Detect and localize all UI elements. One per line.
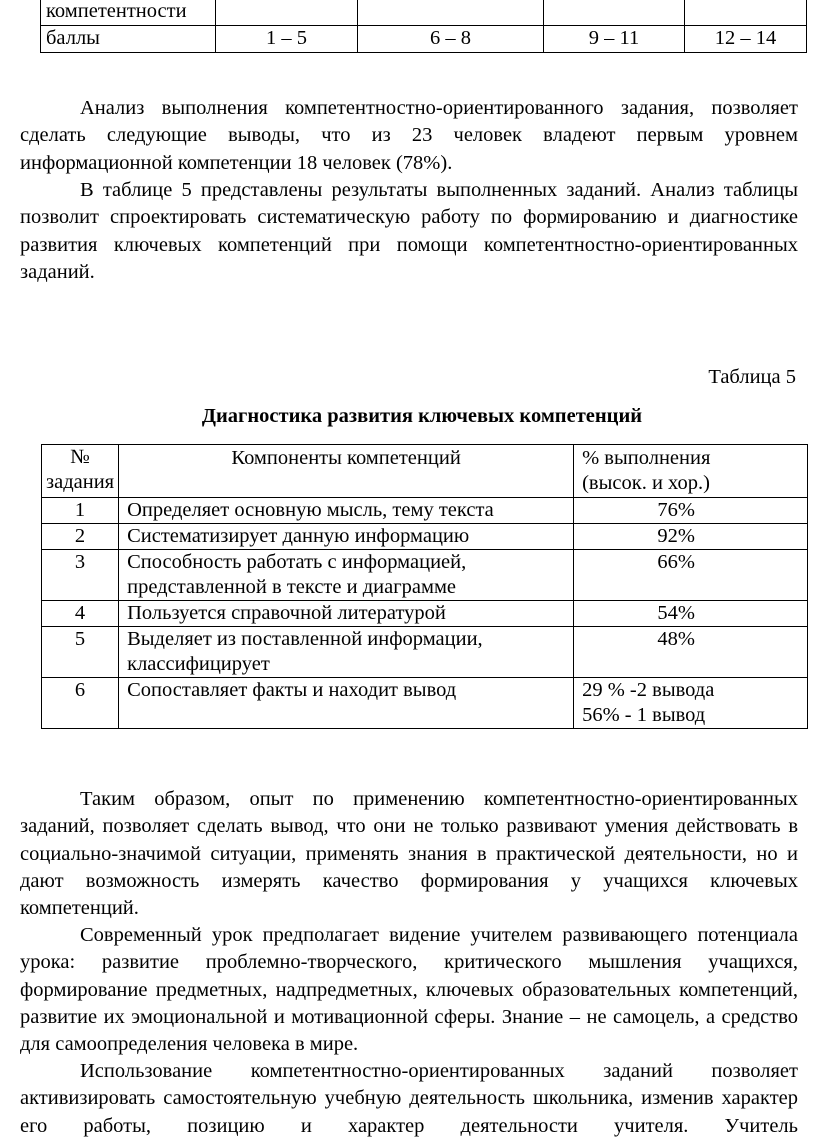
component-text: Выделяет из поставленной информации, классифицирует (119, 627, 574, 678)
paragraph: Использование компетентностно-ориентированных заданий позволяет активизировать самостоятельную учебную деятельность школьника, изменив характер его работы, позицию и характер деятельности учителя. Учитель (20, 1060, 798, 1137)
task-number: 1 (42, 498, 119, 524)
score-range: 6 – 8 (358, 26, 544, 53)
task-number: 6 (42, 678, 119, 729)
table-row (41, 26, 807, 53)
task-number: 2 (42, 524, 119, 550)
result-value: 54% (574, 601, 808, 627)
score-range: 9 – 11 (544, 26, 685, 53)
table-row (41, 0, 807, 26)
table-row (42, 678, 808, 729)
paragraph: В таблице 5 представлены результаты выполненных заданий. Анализ таблицы позволит спроектировать систематическую работу по формированию и диагностике развития ключевых компетенций при помощи компетентностно-ориентированных заданий. (20, 179, 798, 283)
score-range: 12 – 14 (685, 26, 807, 53)
table-cell (358, 0, 544, 26)
column-header-result: % выполнения (высок. и хор.) (574, 445, 808, 498)
table-cell (544, 0, 685, 26)
component-text: Пользуется справочной литературой (119, 601, 574, 627)
table-cell (685, 0, 807, 26)
column-header-components: Компоненты компетенций (119, 445, 574, 498)
result-value: 76% (574, 498, 808, 524)
row-label: компетентности (41, 0, 216, 26)
column-header-number: № задания (42, 445, 119, 498)
table-row (42, 601, 808, 627)
table-row (42, 524, 808, 550)
task-number: 3 (42, 550, 119, 601)
paragraph: Анализ выполнения компетентностно-ориентированного задания, позволяет сделать следующие выводы, что из 23 человек владеют первым уровнем информационной компетенции 18 человек (78%). (20, 97, 798, 174)
task-number: 5 (42, 627, 119, 678)
component-text: Систематизирует данную информацию (119, 524, 574, 550)
component-text: Сопоставляет факты и находит вывод (119, 678, 574, 729)
component-text: Способность работать с информацией, представленной в тексте и диаграмме (119, 550, 574, 601)
competence-score-table (40, 0, 807, 53)
component-text: Определяет основную мысль, тему текста (119, 498, 574, 524)
table-cell (216, 0, 358, 26)
task-number: 4 (42, 601, 119, 627)
diagnostics-table (41, 444, 808, 729)
row-label: баллы (41, 26, 216, 53)
result-value: 66% (574, 550, 808, 601)
paragraph: Таким образом, опыт по применению компетентностно-ориентированных заданий, позволяет сделать вывод, что они не только развивают умения действовать в социально-значимой ситуации, применять знания в практической деятельности, но и дают возможность измерять качество формирования у учащихся ключевых компетенций. (20, 788, 798, 920)
table-row (42, 550, 808, 601)
table-row (42, 627, 808, 678)
result-value: 48% (574, 627, 808, 678)
table-label: Таблица 5 (708, 366, 796, 388)
score-range: 1 – 5 (216, 26, 358, 53)
paragraph: Современный урок предполагает видение учителем развивающего потенциала урока: развитие проблемно-творческого, критического мышления учащихся, формирование предметных, надпредметных, ключевых образовательных компетенций, развитие их эмоциональной и мотивационной сферы. Знание – не самоцель, а средство для самоопределения человека в мире. (20, 924, 798, 1056)
table-header-row (42, 445, 808, 498)
table-title: Диагностика развития ключевых компетенций (201, 405, 643, 427)
result-value: 92% (574, 524, 808, 550)
result-value: 29 % -2 вывода 56% - 1 вывод (574, 678, 808, 729)
table-row (42, 498, 808, 524)
